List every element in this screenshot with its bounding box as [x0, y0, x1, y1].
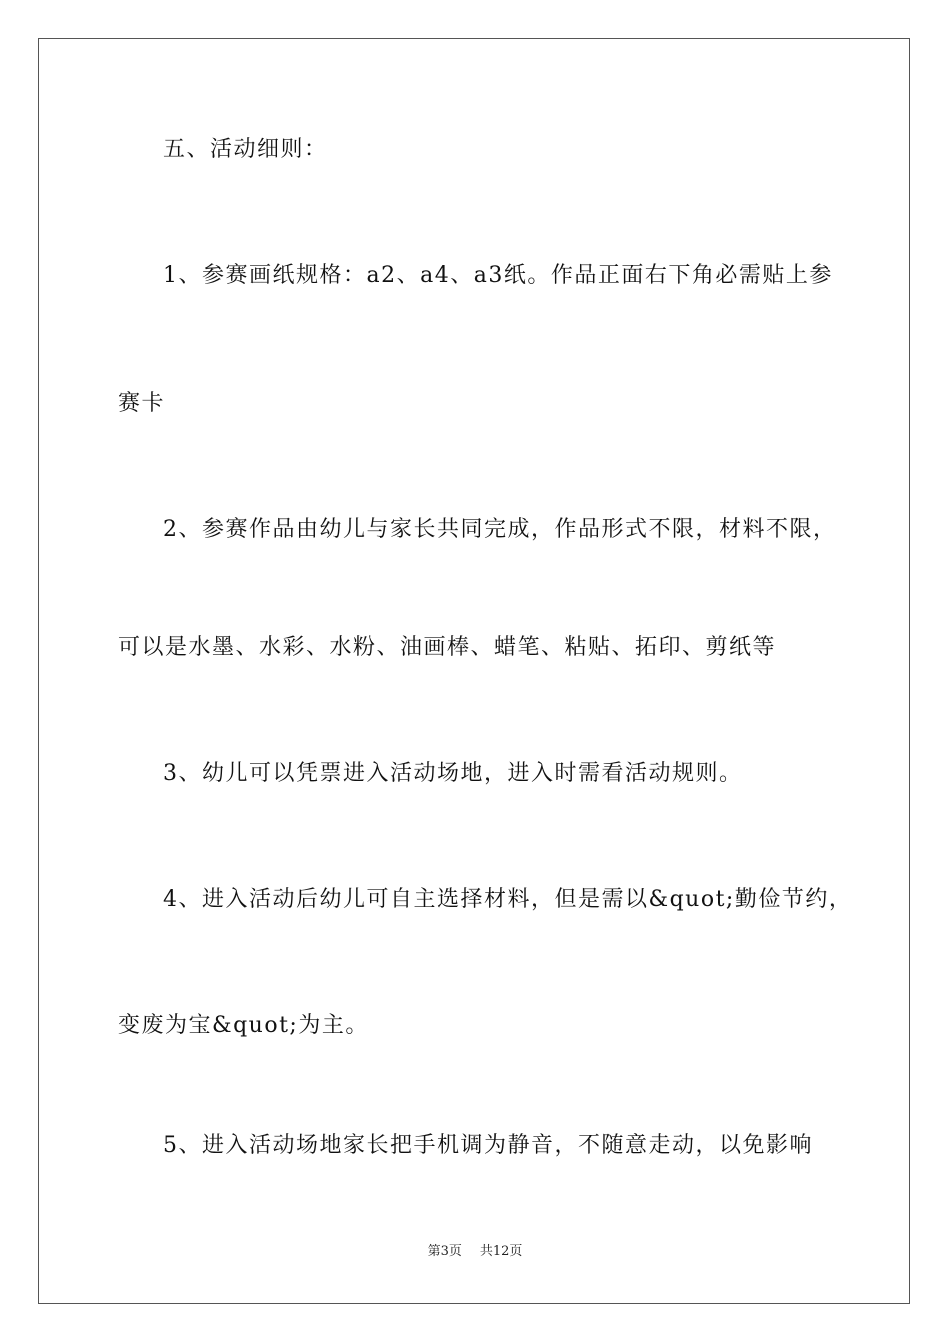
page-border [38, 38, 910, 1304]
paragraph-line: 1、参赛画纸规格：a2、a4、a3纸。作品正面右下角必需贴上参 [163, 263, 833, 288]
page-footer [0, 1243, 950, 1261]
paragraph-line: 2、参赛作品由幼儿与家长共同完成，作品形式不限，材料不限， [163, 517, 837, 542]
paragraph-line: 3、幼儿可以凭票进入活动场地，进入时需看活动规则。 [163, 761, 743, 786]
paragraph-line: 变废为宝&quot;为主。 [118, 1013, 369, 1038]
page-number-current: 第3页 [427, 1244, 462, 1259]
paragraph-line: 5、进入活动场地家长把手机调为静音，不随意走动，以免影响 [163, 1133, 813, 1158]
paragraph-line: 赛卡 [118, 391, 166, 416]
paragraph-line: 4、进入活动后幼儿可自主选择材料，但是需以&quot;勤俭节约， [163, 887, 853, 912]
section-heading: 五、活动细则： [163, 137, 328, 162]
paragraph-line: 可以是水墨、水彩、水粉、油画棒、蜡笔、粘贴、拓印、剪纸等 [118, 635, 777, 660]
page-number-total: 共12页 [479, 1244, 523, 1259]
